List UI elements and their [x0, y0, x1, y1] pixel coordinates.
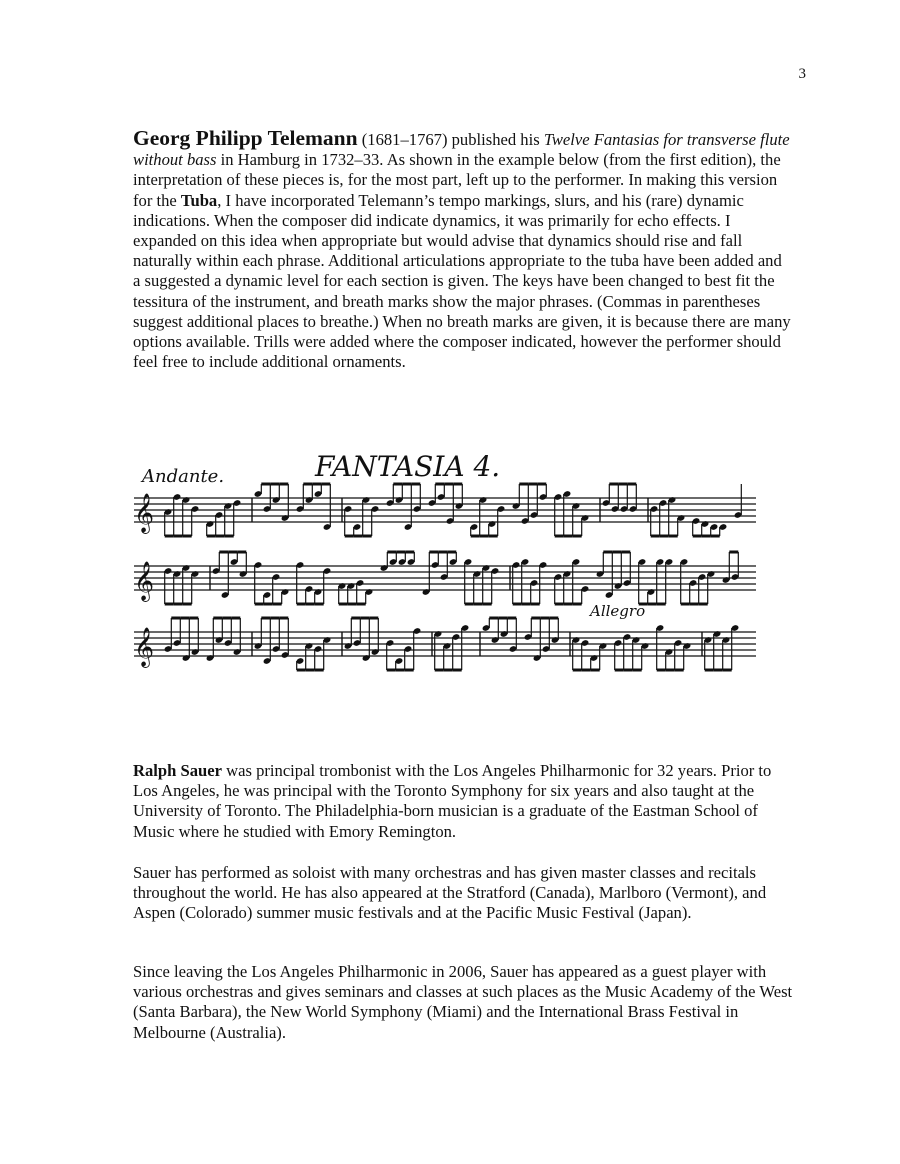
- intro-dates: (1681–1767) published his: [357, 130, 544, 149]
- composer-name: Georg Philipp Telemann: [133, 126, 358, 150]
- score-title: FANTASIA 4.: [315, 450, 501, 483]
- tempo-andante: Andante.: [142, 466, 225, 487]
- instrument-name: Tuba: [180, 190, 218, 210]
- intro-text-1: in Hamburg in 1732–33. As shown in the example below (from the first edition), the interpretation of these pieces is, for the most part, left up to the performer. In making this version for the: [133, 150, 781, 210]
- tempo-allegro: Allegro: [590, 602, 646, 620]
- intro-paragraph: [133, 128, 793, 372]
- page-number: 3: [798, 66, 806, 82]
- clef-icon: 𝄞: [134, 627, 155, 667]
- bio-text-1: was principal trombonist with the Los Angeles Philharmonic for 32 years. Prior to Los Angeles, he was principal with the Toronto Symphony for six years and also taught at the University of Toronto. The Philadelphia-born musician is a graduate of the Eastman School of Music where he studied with Emory Remington.: [133, 761, 772, 841]
- clef-icon: 𝄞: [134, 493, 155, 533]
- bio-paragraph-3: Since leaving the Los Angeles Philharmonic in 2006, Sauer has appeared as a guest player with various orchestras and gives seminars and classes at such places as the Music Academy of the West (Santa Barbara), the New World Symphony (Miami) and the International Brass Festival in Melbourne (Australia).: [133, 962, 793, 1042]
- bio-paragraph-2: Sauer has performed as soloist with many orchestras and has given master classes and recitals throughout the world. He has also appeared at the Stratford (Canada), Marlboro (Vermont), and Aspen (Colorado) summer music festivals and at the Pacific Music Festival (Japan).: [133, 863, 767, 923]
- bio-paragraph-1: [133, 761, 793, 842]
- score-facsimile: [130, 436, 762, 690]
- bio-name: Ralph Sauer: [133, 761, 222, 780]
- intro-text-2: , I have incorporated Telemann’s tempo markings, slurs, and his (rare) dynamic indications. When the composer did indicate dynamics, it was primarily for echo effects. I expanded on this idea when appropriate but would advise that dynamics should rise and fall naturally within each phrase. Additional articulations appropriate to the tuba have been added and a suggested a dynamic level for each section is given. The keys have been changed to best fit the tessitura of the instrument, and breath marks show the major phrases. (Commas in parentheses suggest additional places to breathe.) When no breath marks are given, it is because there are many options available. Trills were added where the composer indicated, however the performer should feel free to include additional ornaments.: [133, 190, 791, 372]
- notes: [164, 484, 743, 670]
- clef-icon: 𝄞: [134, 561, 155, 601]
- work-title: Twelve Fantasias for transverse flute without bass: [133, 130, 790, 170]
